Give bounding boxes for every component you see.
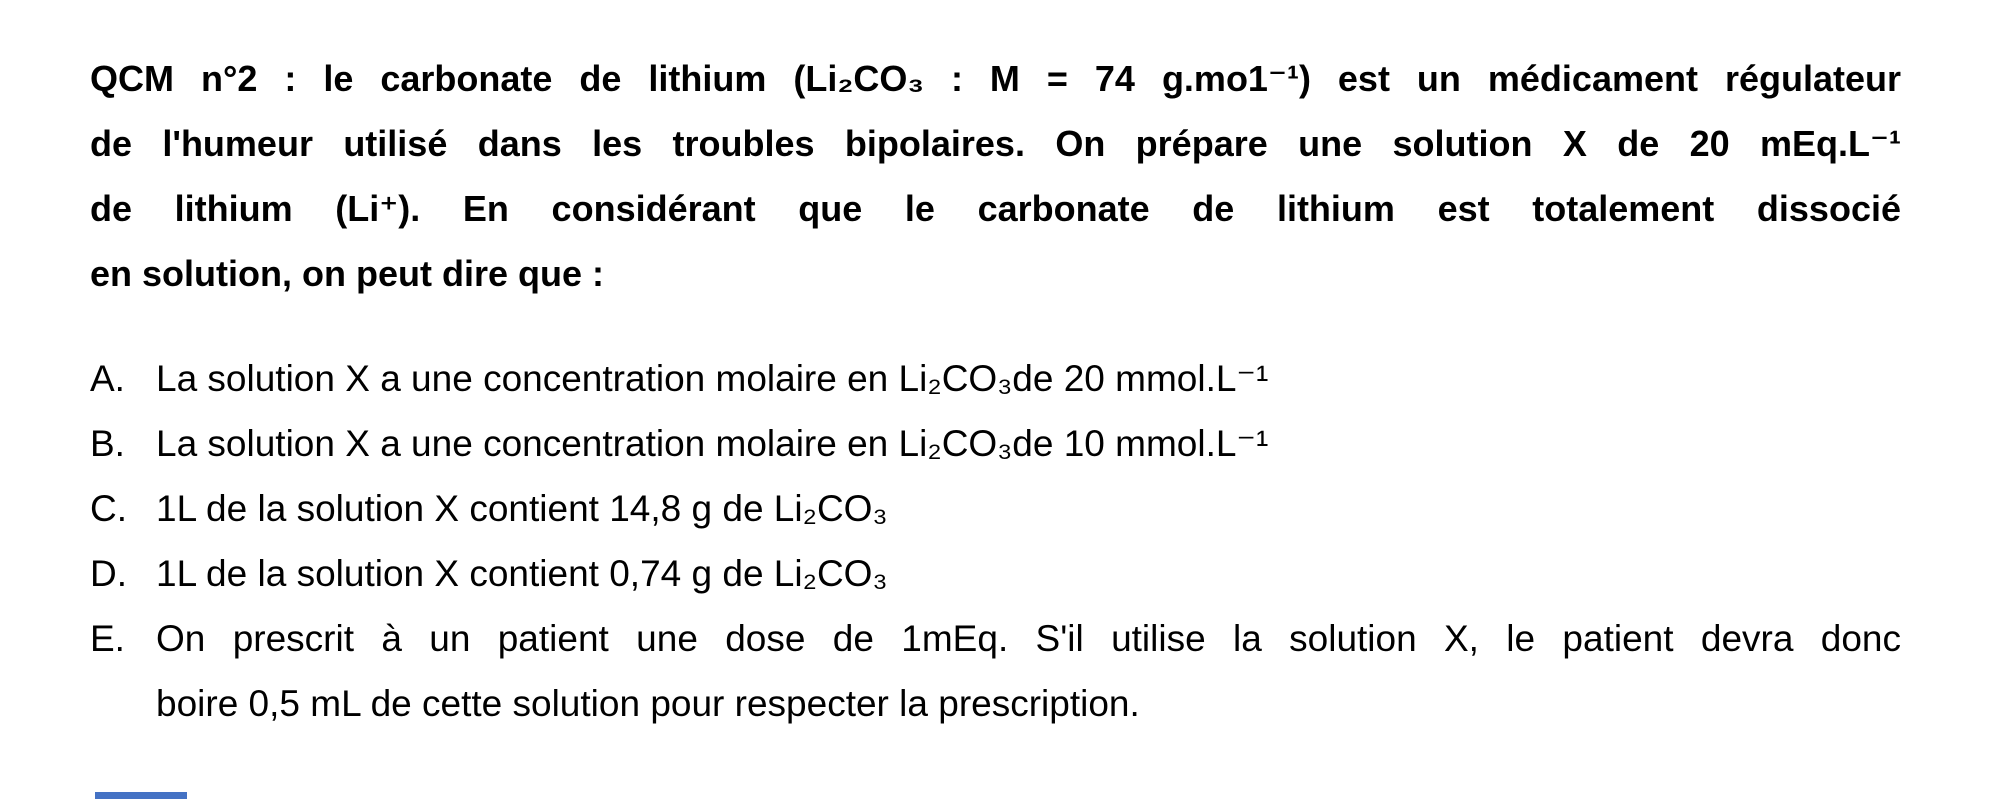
option-row-b [90,411,1901,476]
option-row-c [90,476,1901,541]
option-text-line: La solution X a une concentration molaire en Li₂CO₃de 10 mmol.L⁻¹ [156,423,1269,464]
option-letter: C. [90,488,127,529]
option-text-line: boire 0,5 mL de cette solution pour respecter la prescription. [156,683,1140,724]
cut-off-blue-element [95,792,187,799]
option-letter: D. [90,553,127,594]
option-row-a [90,346,1901,411]
intro-line-2: de l'humeur utilisé dans les troubles bipolaires. On prépare une solution X de 20 mEq.L⁻¹ [90,123,1901,164]
option-text-line: 1L de la solution X contient 14,8 g de Li₂CO₃ [156,488,888,529]
intro-line-1: QCM n°2 : le carbonate de lithium (Li₂CO₃ : M = 74 g.mo1⁻¹) est un médicament régulateur [90,58,1901,99]
option-letter: E. [90,618,125,659]
intro-line-4: en solution, on peut dire que : [90,253,604,294]
option-text-line: On prescrit à un patient une dose de 1mEq. S'il utilise la solution X, le patient devra donc [156,618,1901,659]
qcm-options-list [90,346,1901,736]
option-text-line: La solution X a une concentration molaire en Li₂CO₃de 20 mmol.L⁻¹ [156,358,1269,399]
option-letter: B. [90,423,125,464]
option-row-e [90,606,1901,736]
qcm-question-intro [90,46,1901,306]
option-letter: A. [90,358,125,399]
option-text-line: 1L de la solution X contient 0,74 g de Li₂CO₃ [156,553,888,594]
intro-line-3: de lithium (Li⁺). En considérant que le carbonate de lithium est totalement dissocié [90,188,1901,229]
option-row-d [90,541,1901,606]
